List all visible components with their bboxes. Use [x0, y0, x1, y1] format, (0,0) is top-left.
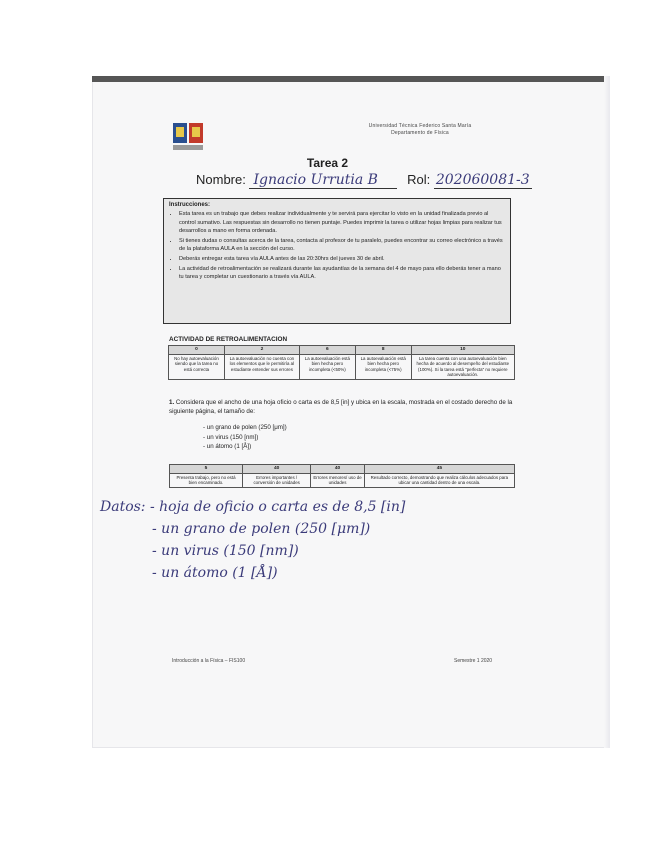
instruction-item: • Esta tarea es un trabajo que debes realizar individualmente y te servirá para ejercitar lo visto en la unidad finalizada previo al control sumativo. Las respuestas sin desarrollo no tienen puntaje. Puedes imprimir la tarea o utilizar hojas limpias para realizar tus desarrollos a mano en forma ordenada.	[179, 210, 505, 236]
question-1	[169, 399, 515, 416]
activity-title: ACTIVIDAD DE RETROALIMENTACION	[169, 336, 288, 343]
table-cell: La autoevaluación está bien hecha pero incompleta (<75%)	[355, 354, 411, 379]
instructions-box	[163, 198, 511, 324]
footer-semester: Semestre 1 2020	[454, 658, 493, 664]
student-info-row	[196, 172, 532, 189]
handwritten-text: - hoja de oficio o carta es de 8,5 [in]	[149, 499, 406, 515]
table-cell: 40	[311, 465, 364, 474]
feedback-rubric-table	[168, 345, 515, 380]
university-logo	[172, 122, 206, 152]
table-cell: 2	[224, 346, 299, 355]
question-number: 1.	[169, 399, 175, 406]
table-cell: La tarea cuenta con una autoevaluación bien hecha de acuerdo al desempeño del estudiante (100%). Si la tarea está "perfecta" no requiere autoevaluación.	[411, 354, 514, 379]
table-cell: 0	[169, 346, 225, 355]
table-row	[169, 354, 515, 379]
score-rubric-table	[169, 464, 515, 488]
table-cell: 45	[364, 465, 514, 474]
nombre-label: Nombre:	[196, 172, 246, 187]
datos-label: Datos:	[100, 499, 146, 515]
question-items	[203, 423, 287, 452]
rol-value: 202060081-3	[435, 172, 530, 188]
table-header-row	[169, 346, 515, 355]
table-header-row	[170, 465, 515, 474]
department-name: Departamento de Física	[391, 130, 449, 136]
handwritten-line: - un átomo (1 [Å])	[152, 565, 278, 581]
question-text: Considera que el ancho de una hoja oficio o carta es de 8,5 [in] y ubica en la escala, mostrada en el costado derecho de la siguiente página, el tamaño de:	[169, 399, 513, 415]
instruction-item: • La actividad de retroalimentación se realizará durante las ayudantías de la semana del 4 de mayo para ello deberás tener a mano tu tarea y completar un cuestionario a través vía AULA.	[179, 265, 505, 282]
instructions-heading: Instrucciones:	[169, 202, 211, 208]
handwritten-line: - un grano de polen (250 [μm])	[152, 521, 371, 537]
table-cell: La autoevaluación no cuenta con los elementos que le permitiría al estudiante entender sus errores	[224, 354, 299, 379]
footer-course: Introducción a la Física – FIS100	[172, 658, 246, 664]
table-cell: Errores menores/ uso de unidades	[311, 473, 364, 487]
instructions-list	[169, 210, 505, 282]
table-row	[170, 473, 515, 487]
question-item: - un virus (150 [nm])	[203, 433, 287, 443]
table-cell: No hay autoevaluación siendo que la tarea no está correcta	[169, 354, 225, 379]
document-title: Tarea 2	[306, 156, 349, 170]
university-name: Universidad Técnica Federico Santa María	[368, 123, 472, 129]
table-cell: 8	[355, 346, 411, 355]
handwritten-answer	[100, 496, 405, 584]
instruction-item: • Deberás entregar esta tarea vía AULA antes de las 20:30hrs del jueves 30 de abril.	[179, 255, 505, 264]
handwritten-line: - un virus (150 [nm])	[152, 543, 299, 559]
university-header	[340, 123, 500, 137]
nombre-value: Ignacio Urrutia B	[249, 172, 397, 189]
handwritten-line	[100, 496, 405, 518]
table-cell: 6	[299, 346, 355, 355]
table-cell: 10	[411, 346, 514, 355]
table-cell: Resultado correcto, demostrando que realiza cálculos adecuados para ubicar una cantidad dentro de una escala.	[364, 473, 514, 487]
table-cell: Errores importantes / conversión de unidades	[243, 473, 311, 487]
table-cell: 40	[243, 465, 311, 474]
question-item: - un átomo (1 [Å])	[203, 442, 287, 452]
question-item: - un grano de polen (250 [μm])	[203, 423, 287, 433]
instruction-item: • Si tienes dudas o consultas acerca de la tarea, contacta al profesor de tu paralelo, puedes encontrar su correo electrónico a través de la plataforma AULA en la sección del curso.	[179, 237, 505, 254]
table-cell: 5	[170, 465, 243, 474]
rol-label: Rol:	[407, 172, 431, 187]
table-cell: Presenta trabajo, pero no está bien encaminado.	[170, 473, 243, 487]
table-cell: La autoevaluación está bien hecha pero incompleta (<50%)	[299, 354, 355, 379]
